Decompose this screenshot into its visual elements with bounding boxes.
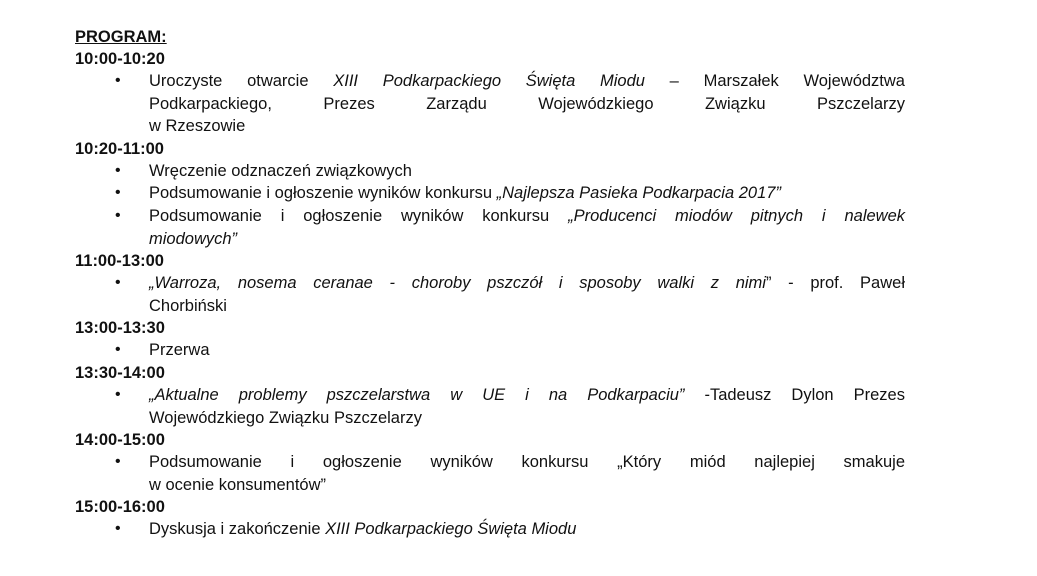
- slot-time: 13:30-14:00: [75, 363, 165, 382]
- agenda-list: [75, 518, 905, 541]
- agenda-item: [75, 70, 905, 138]
- agenda-text: w ocenie konsumentów”: [149, 475, 327, 494]
- agenda-item-line: [149, 474, 905, 497]
- agenda-text: Podsumowanie i ogłoszenie wyników konkursu „Który miód najlepiej smakuje: [149, 453, 905, 472]
- time-slot: [75, 138, 905, 250]
- agenda-text: w Rzeszowie: [149, 117, 246, 136]
- agenda-item-line: [149, 384, 905, 407]
- time-slot: [75, 429, 905, 496]
- agenda-item-line: [149, 451, 905, 474]
- agenda-item: [75, 384, 905, 429]
- agenda-title-text: XIII Podkarpackiego Święta Miodu: [325, 520, 577, 539]
- agenda-text: Przerwa: [149, 341, 210, 360]
- agenda-text: Podkarpackiego, Prezes Zarządu Wojewódzkiego Związku Pszczelarzy: [149, 94, 905, 113]
- agenda-item: [75, 339, 905, 362]
- agenda-title-text: „Warroza, nosema ceranae - choroby pszczół i sposoby walki z nimi: [149, 274, 766, 293]
- agenda-list: [75, 70, 905, 138]
- time-slot: [75, 496, 905, 541]
- slot-time: 10:00-10:20: [75, 50, 165, 68]
- agenda-item: [75, 518, 905, 541]
- agenda-item-line: [149, 339, 905, 362]
- agenda-list: [75, 272, 905, 317]
- agenda-title-text: „Najlepsza Pasieka Podkarpacia 2017”: [496, 184, 781, 203]
- agenda-item-line: [149, 407, 905, 430]
- agenda-list: [75, 384, 905, 429]
- time-slot: [75, 362, 905, 429]
- agenda-title-text: XIII Podkarpackiego Święta Miodu: [333, 72, 645, 90]
- agenda-list: [75, 160, 905, 250]
- agenda-item-line: [149, 115, 905, 138]
- agenda-item: [75, 272, 905, 317]
- agenda-text: Wojewódzkiego Związku Pszczelarzy: [149, 408, 422, 427]
- slot-time: 15:00-16:00: [75, 498, 165, 517]
- agenda-item-line: [149, 228, 905, 251]
- agenda-text: Podsumowanie i ogłoszenie wyników konkursu: [149, 184, 497, 203]
- agenda-item-line: [149, 70, 905, 93]
- agenda-title-text: „Aktualne problemy pszczelarstwa w UE i na Podkarpaciu”: [149, 385, 685, 404]
- time-slot: [75, 48, 905, 138]
- program-heading: PROGRAM:: [75, 28, 167, 46]
- agenda-item-line: [149, 518, 905, 541]
- agenda-item: [75, 182, 905, 205]
- agenda-item-line: [149, 205, 905, 228]
- agenda-text: ” - prof. Paweł: [765, 274, 905, 293]
- agenda-text: Dyskusja i zakończenie: [149, 520, 326, 539]
- slot-time: 10:20-11:00: [75, 139, 164, 158]
- agenda-item: [75, 160, 905, 183]
- agenda-text: Podsumowanie i ogłoszenie wyników konkursu: [149, 206, 569, 225]
- slot-time: 11:00-13:00: [75, 252, 164, 271]
- agenda-list: [75, 451, 905, 496]
- agenda-text: -Tadeusz Dylon Prezes: [684, 385, 905, 404]
- agenda-item: [75, 451, 905, 496]
- agenda-title-text: „Producenci miodów pitnych i nalewek: [568, 206, 905, 225]
- agenda-text: Wręczenie odznaczeń związkowych: [149, 161, 412, 180]
- agenda-text: – Marszałek Województwa: [644, 72, 905, 90]
- program-document: [75, 26, 905, 541]
- agenda-text: Chorbiński: [149, 296, 227, 315]
- agenda-title-text: miodowych”: [149, 229, 238, 248]
- agenda-item-line: [149, 272, 905, 295]
- time-slot: [75, 317, 905, 362]
- slot-time: 14:00-15:00: [75, 431, 165, 450]
- agenda-item-line: [149, 93, 905, 116]
- agenda-item: [75, 205, 905, 250]
- slot-time: 13:00-13:30: [75, 319, 165, 338]
- time-slot: [75, 250, 905, 317]
- agenda-item-line: [149, 182, 905, 205]
- agenda-item-line: [149, 160, 905, 183]
- agenda-item-line: [149, 295, 905, 318]
- agenda-list: [75, 339, 905, 362]
- program-schedule: [75, 48, 905, 541]
- agenda-text: Uroczyste otwarcie: [149, 72, 334, 90]
